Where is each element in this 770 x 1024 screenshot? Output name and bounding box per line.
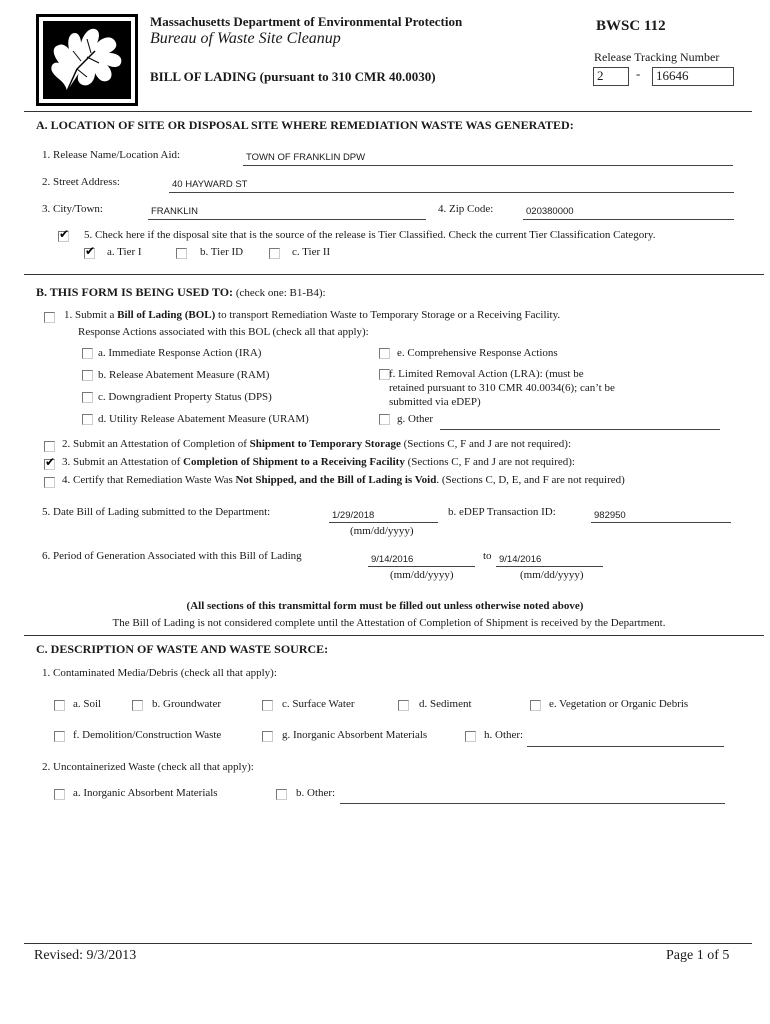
section-b-title-row bbox=[36, 285, 326, 300]
groundwater-label: b. Groundwater bbox=[152, 698, 222, 710]
form-title: BILL OF LADING (pursuant to 310 CMR 40.0030) bbox=[150, 69, 436, 84]
surface-water-label: c. Surface Water bbox=[282, 698, 355, 710]
revised-date: Revised: 9/3/2013 bbox=[34, 948, 137, 963]
receiving-facility-text-post: (Sections C, F and J are not required): bbox=[404, 456, 575, 468]
section-a-divider bbox=[24, 274, 764, 275]
uncontainerized-other-label: b. Other: bbox=[296, 787, 336, 799]
completion-note-bold: (All sections of this transmittal form must be filled out unless otherwise noted above) bbox=[186, 600, 584, 612]
receiving-facility-label bbox=[62, 456, 575, 468]
media-other-label: h. Other: bbox=[484, 729, 524, 741]
other-action-field[interactable] bbox=[440, 429, 720, 430]
not-shipped-text-pre: 4. Certify that Remediation Waste Was bbox=[62, 474, 236, 486]
release-name-label: 1. Release Name/Location Aid: bbox=[42, 149, 181, 161]
cra-checkbox[interactable] bbox=[379, 348, 390, 359]
cra-label: e. Comprehensive Response Actions bbox=[397, 347, 558, 359]
zip-label: 4. Zip Code: bbox=[438, 203, 494, 215]
tier-i-checkbox[interactable]: ✔ bbox=[85, 244, 96, 258]
uncontainerized-label: 2. Uncontainerized Waste (check all that apply): bbox=[42, 761, 254, 773]
submit-bol-text-bold: Bill of Lading (BOL) bbox=[117, 309, 216, 321]
receiving-facility-text-pre: 3. Submit an Attestation of bbox=[62, 456, 183, 468]
form-code: BWSC 112 bbox=[596, 18, 666, 34]
section-a-title: A. LOCATION OF SITE OR DISPOSAL SITE WHERE REMEDIATION WASTE WAS GENERATED: bbox=[36, 118, 574, 132]
uncontainerized-inorganic-checkbox[interactable] bbox=[54, 789, 65, 800]
receiving-facility-checkbox[interactable]: ✔ bbox=[45, 455, 56, 469]
city-label: 3. City/Town: bbox=[42, 203, 103, 215]
ram-label: b. Release Abatement Measure (RAM) bbox=[98, 369, 270, 381]
city-value[interactable]: FRANKLIN bbox=[151, 206, 198, 217]
temp-storage-text-bold: Shipment to Temporary Storage bbox=[249, 438, 401, 450]
completion-note: The Bill of Lading is not considered complete until the Attestation of Completion of Shipment is received by the Department. bbox=[112, 617, 666, 629]
not-shipped-label bbox=[62, 474, 625, 486]
uncontainerized-inorganic-label: a. Inorganic Absorbent Materials bbox=[73, 787, 218, 799]
zip-value[interactable]: 020380000 bbox=[526, 206, 574, 217]
street-label: 2. Street Address: bbox=[42, 176, 120, 188]
period-to-format: (mm/dd/yyyy) bbox=[520, 569, 584, 581]
tier-i-label: a. Tier I bbox=[107, 246, 142, 258]
period-to-value[interactable]: 9/14/2016 bbox=[499, 554, 542, 565]
media-other-checkbox[interactable] bbox=[465, 731, 476, 742]
period-to-underline bbox=[496, 566, 603, 567]
bol-date-value[interactable]: 1/29/2018 bbox=[332, 510, 375, 521]
lra-label-line3: submitted via eDEP) bbox=[389, 396, 481, 408]
rtn-label: Release Tracking Number bbox=[594, 50, 720, 64]
uram-label: d. Utility Release Abatement Measure (URAM) bbox=[98, 413, 309, 425]
ira-label: a. Immediate Response Action (IRA) bbox=[98, 347, 262, 359]
submit-bol-text-pre: 1. Submit a bbox=[64, 309, 118, 321]
other-action-checkbox[interactable] bbox=[379, 414, 390, 425]
edep-label: b. eDEP Transaction ID: bbox=[448, 506, 556, 518]
section-b-divider bbox=[24, 635, 764, 636]
response-actions-label: Response Actions associated with this BOL (check all that apply): bbox=[78, 326, 369, 338]
street-value[interactable]: 40 HAYWARD ST bbox=[172, 179, 248, 190]
demolition-label: f. Demolition/Construction Waste bbox=[73, 729, 222, 741]
header-divider bbox=[24, 111, 752, 112]
massdep-logo bbox=[36, 14, 138, 106]
soil-checkbox[interactable] bbox=[54, 700, 65, 711]
inorganic-absorbent-checkbox[interactable] bbox=[262, 731, 273, 742]
temp-storage-label bbox=[62, 438, 571, 450]
sediment-label: d. Sediment bbox=[419, 698, 472, 710]
period-label: 6. Period of Generation Associated with this Bill of Lading bbox=[42, 550, 302, 562]
bol-date-underline bbox=[329, 522, 438, 523]
groundwater-checkbox[interactable] bbox=[132, 700, 143, 711]
oak-leaf-icon bbox=[43, 21, 131, 99]
submit-bol-checkbox[interactable] bbox=[44, 312, 55, 323]
tier-ii-checkbox[interactable] bbox=[269, 248, 280, 259]
submit-bol-text-post: to transport Remediation Waste to Temporary Storage or a Receiving Facility. bbox=[215, 309, 561, 321]
rtn-region-field[interactable]: 2 bbox=[593, 67, 629, 86]
footer-divider bbox=[24, 943, 752, 944]
uncontainerized-other-field[interactable] bbox=[340, 803, 725, 804]
sediment-checkbox[interactable] bbox=[398, 700, 409, 711]
org-name: Massachusetts Department of Environmental Protection bbox=[150, 14, 463, 29]
temp-storage-text-pre: 2. Submit an Attestation of Completion of bbox=[62, 438, 250, 450]
receiving-facility-text-bold: Completion of Shipment to a Receiving Facility bbox=[183, 456, 405, 468]
lra-label-line2: retained pursuant to 310 CMR 40.0034(6); can’t be bbox=[389, 382, 615, 394]
bol-date-format: (mm/dd/yyyy) bbox=[350, 525, 414, 537]
period-from-value[interactable]: 9/14/2016 bbox=[371, 554, 414, 565]
ira-checkbox[interactable] bbox=[82, 348, 93, 359]
not-shipped-text-bold: Not Shipped, and the Bill of Lading is Void bbox=[235, 474, 437, 486]
period-from-format: (mm/dd/yyyy) bbox=[390, 569, 454, 581]
tier-classified-label: 5. Check here if the disposal site that is the source of the release is Tier Classified. Check the current Tier Classification Category. bbox=[84, 229, 656, 241]
bureau-name: Bureau of Waste Site Cleanup bbox=[150, 30, 341, 47]
not-shipped-text-post: . (Sections C, D, E, and F are not required) bbox=[436, 474, 625, 486]
rtn-number-field[interactable]: 16646 bbox=[652, 67, 734, 86]
surface-water-checkbox[interactable] bbox=[262, 700, 273, 711]
tier-classified-checkbox[interactable]: ✔ bbox=[59, 227, 70, 241]
street-underline bbox=[169, 192, 734, 193]
period-to-label: to bbox=[483, 550, 492, 562]
uram-checkbox[interactable] bbox=[82, 414, 93, 425]
demolition-checkbox[interactable] bbox=[54, 731, 65, 742]
vegetation-checkbox[interactable] bbox=[530, 700, 541, 711]
media-other-field[interactable] bbox=[527, 746, 724, 747]
other-action-label: g. Other bbox=[397, 413, 434, 425]
page-number: Page 1 of 5 bbox=[666, 948, 730, 963]
not-shipped-checkbox[interactable] bbox=[44, 477, 55, 488]
media-label: 1. Contaminated Media/Debris (check all that apply): bbox=[42, 667, 277, 679]
submit-bol-label bbox=[64, 309, 560, 321]
uncontainerized-other-checkbox[interactable] bbox=[276, 789, 287, 800]
rtn-dash: - bbox=[636, 66, 641, 81]
section-c-title: C. DESCRIPTION OF WASTE AND WASTE SOURCE: bbox=[36, 642, 329, 656]
bol-date-label: 5. Date Bill of Lading submitted to the Department: bbox=[42, 506, 271, 518]
zip-underline bbox=[523, 219, 734, 220]
release-name-underline bbox=[243, 165, 733, 166]
vegetation-label: e. Vegetation or Organic Debris bbox=[549, 698, 689, 710]
temp-storage-checkbox[interactable] bbox=[44, 441, 55, 452]
section-b-note: (check one: B1-B4): bbox=[235, 287, 326, 299]
tier-ii-label: c. Tier II bbox=[292, 246, 331, 258]
city-underline bbox=[148, 219, 426, 220]
ram-checkbox[interactable] bbox=[82, 370, 93, 381]
release-name-value[interactable]: TOWN OF FRANKLIN DPW bbox=[246, 152, 366, 163]
section-b-title: B. THIS FORM IS BEING USED TO: bbox=[36, 285, 234, 299]
tier-id-checkbox[interactable] bbox=[176, 248, 187, 259]
inorganic-absorbent-label: g. Inorganic Absorbent Materials bbox=[282, 729, 428, 741]
dps-checkbox[interactable] bbox=[82, 392, 93, 403]
tier-id-label: b. Tier ID bbox=[200, 246, 244, 258]
dps-label: c. Downgradient Property Status (DPS) bbox=[98, 391, 272, 403]
edep-value[interactable]: 982950 bbox=[594, 510, 626, 521]
lra-label-line1: f. Limited Removal Action (LRA): (must be bbox=[389, 368, 584, 380]
temp-storage-text-post: (Sections C, F and J are not required): bbox=[400, 438, 572, 450]
edep-underline bbox=[591, 522, 731, 523]
soil-label: a. Soil bbox=[73, 698, 102, 710]
period-from-underline bbox=[368, 566, 475, 567]
